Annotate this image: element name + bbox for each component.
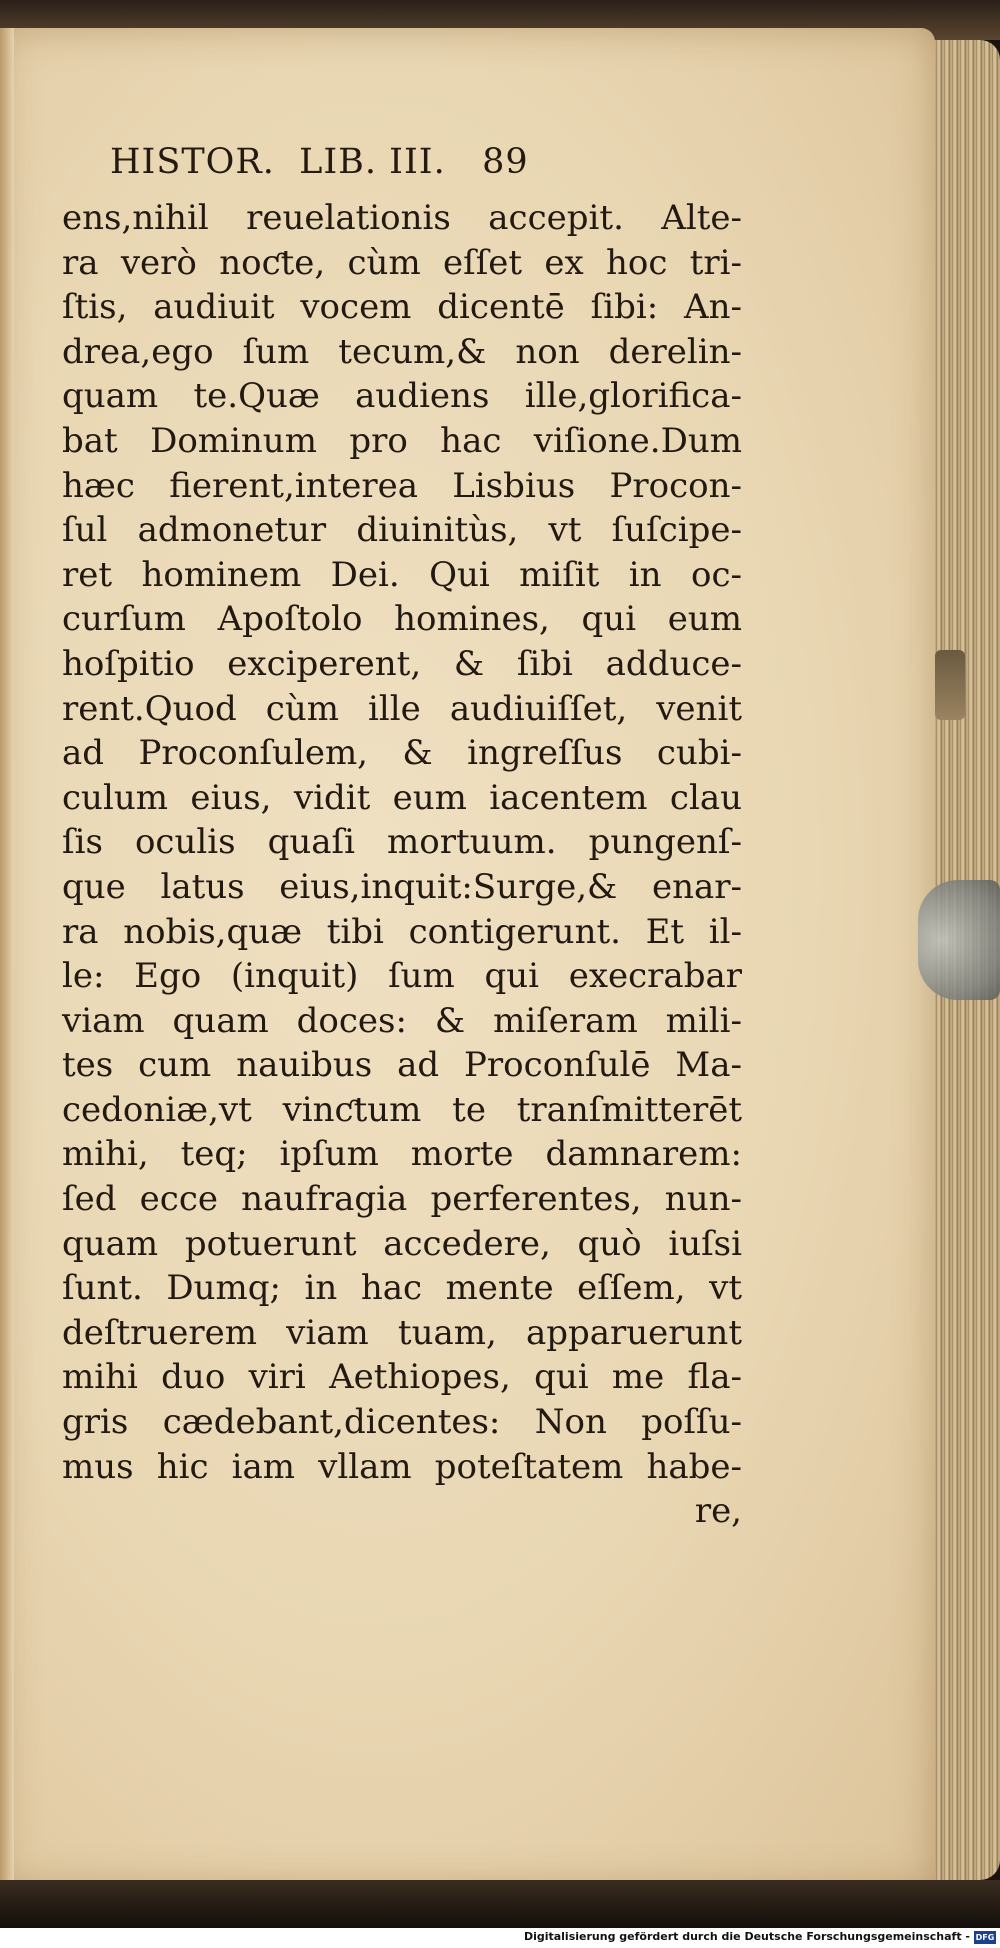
- funding-notice: Digitalisierung gefördert durch die Deutsche Forschungsgemeinschaft -: [523, 1930, 970, 1943]
- text-line: que latus eius,inquit:Surge,& enar-: [62, 866, 742, 907]
- text-line: ſunt. Dumq; in hac mente eſſem, vt: [62, 1268, 742, 1309]
- text-line: mihi, teq; ipſum morte damnarem:: [62, 1134, 742, 1175]
- text-line: tes cum nauibus ad Proconſulē Ma-: [62, 1045, 742, 1086]
- text-line: ret hominem Dei. Qui miſit in oc-: [62, 554, 742, 595]
- text-line: mus hic iam vllam poteſtatem habe-: [62, 1446, 742, 1487]
- text-line: quam potuerunt accedere, quò iuſsi: [62, 1223, 742, 1264]
- text-line: ſtis, audiuit vocem dicentē ſibi: An-: [62, 287, 742, 328]
- text-line: drea,ego ſum tecum,& non derelin-: [62, 331, 742, 372]
- text-line: ra nobis,quæ tibi contigerunt. Et il-: [62, 911, 742, 952]
- text-line: hæc fierent,interea Lisbius Procon-: [62, 465, 742, 506]
- text-line: le: Ego (inquit) ſum qui execrabar: [62, 956, 742, 997]
- text-block: [62, 196, 742, 1534]
- text-line: rent.Quod cùm ille audiuiſſet, venit: [62, 688, 742, 729]
- text-line: cedoniæ,vt vinƈtum te tranſmitterēt: [62, 1089, 742, 1130]
- text-line: culum eius, vidit eum iacentem clau: [62, 777, 742, 818]
- book-tab: [935, 650, 965, 720]
- book-clasp: [918, 880, 1000, 1000]
- text-line: viam quam doces: & miſeram mili-: [62, 1000, 742, 1041]
- text-line: curſum Apoſtolo homines, qui eum: [62, 599, 742, 640]
- running-header: HISTOR. LIB. III. 89: [110, 142, 529, 182]
- text-line: gris cædebant,dicentes: Non poſſu-: [62, 1402, 742, 1443]
- dfg-logo: DFG: [975, 1933, 995, 1942]
- text-line: ſis oculis quaſi mortuum. pungenſ-: [62, 822, 742, 863]
- text-line: mihi duo viri Aethiopes, qui me fla-: [62, 1357, 742, 1398]
- scan-background-bottom: [0, 1880, 1000, 1930]
- page-left-edge: [0, 28, 14, 1888]
- text-line: bat Dominum pro hac viſione.Dum: [62, 420, 742, 461]
- text-line: deſtruerem viam tuam, apparuerunt: [62, 1312, 742, 1353]
- text-line: quam te.Quæ audiens ille,glorifica-: [62, 376, 742, 417]
- text-line: ad Proconſulem, & ingreſſus cubi-: [62, 733, 742, 774]
- text-line: ra verò noƈte, cùm eſſet ex hoc tri-: [62, 242, 742, 283]
- text-line: ſul admonetur diuinitùs, vt ſuſcipe-: [62, 510, 742, 551]
- text-line: hoſpitio exciperent, & ſibi adduce-: [62, 643, 742, 684]
- text-line: ſed ecce naufragia perferentes, nun-: [62, 1179, 742, 1220]
- text-line: ens,nihil reuelationis accepit. Alte-: [62, 198, 742, 238]
- catchword: re,: [694, 1491, 742, 1532]
